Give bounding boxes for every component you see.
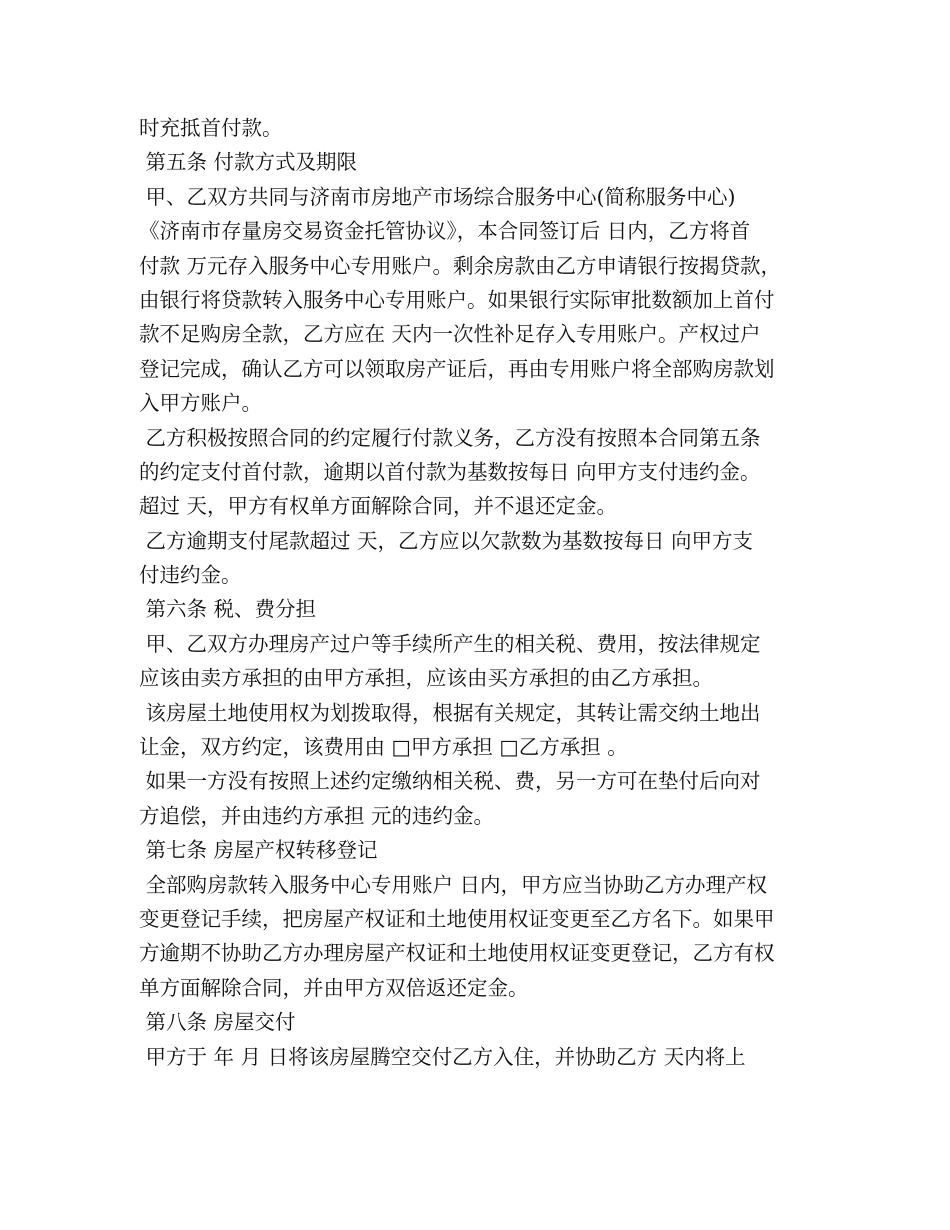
text-line: 单方面解除合同，并由甲方双倍返还定金。 <box>139 975 529 1000</box>
text-line: 应该由卖方承担的由甲方承担，应该由买方承担的由乙方承担。 <box>139 666 713 691</box>
text-line: 超过 天，甲方有权单方面解除合同，并不退还定金。 <box>139 494 618 519</box>
text-line: 付款 万元存入服务中心专用账户。剩余房款由乙方申请银行按揭贷款， <box>139 253 782 278</box>
section-heading-8: 第八条 房屋交付 <box>139 1010 296 1035</box>
text-line: 款不足购房全款，乙方应在 天内一次性补足存入专用账户。产权过户 <box>139 322 761 347</box>
text-line: 全部购房款转入服务中心专用账户 日内，甲方应当协助乙方办理产权 <box>139 872 768 897</box>
text-line: 方逾期不协助乙方办理房屋产权证和土地使用权证变更登记，乙方有权 <box>139 941 775 966</box>
section-heading-5: 第五条 付款方式及期限 <box>139 150 358 175</box>
text-line: 时充抵首付款。 <box>139 116 283 140</box>
section-heading-7: 第七条 房屋产权转移登记 <box>139 838 378 863</box>
text-line: 入甲方账户。 <box>139 391 262 416</box>
text-line: 该房屋土地使用权为划拨取得，根据有关规定，其转让需交纳土地出 <box>139 700 761 725</box>
text-line: 由银行将贷款转入服务中心专用账户。如果银行实际审批数额加上首付 <box>139 287 775 312</box>
text-line: 甲、乙双方办理房产过户等手续所产生的相关税、费用，按法律规定 <box>139 631 761 656</box>
section-heading-6: 第六条 税、费分担 <box>139 597 317 622</box>
text-line-with-checkboxes: 让金，双方约定，该费用由 □甲方承担 □乙方承担 。 <box>139 735 628 760</box>
text-line: 登记完成，确认乙方可以领取房产证后，再由专用账户将全部购房款划 <box>139 356 775 381</box>
text-line: 方追偿，并由违约方承担 元的违约金。 <box>139 803 495 828</box>
text-line: 甲、乙双方共同与济南市房地产市场综合服务中心(简称服务中心) <box>139 184 736 209</box>
text-line: 的约定支付首付款，逾期以首付款为基数按每日 向甲方支付违约金。 <box>139 459 761 484</box>
text-line: 乙方积极按照合同的约定履行付款义务，乙方没有按照本合同第五条 <box>139 425 761 450</box>
text-line: 如果一方没有按照上述约定缴纳相关税、费，另一方可在垫付后向对 <box>139 769 761 794</box>
text-line: 《济南市存量房交易资金托管协议》，本合同签订后 日内，乙方将首 <box>139 219 751 244</box>
contract-text <box>139 111 819 1074</box>
text-line: 变更登记手续，把房屋产权证和土地使用权证变更至乙方名下。如果甲 <box>139 906 775 931</box>
text-line: 付违约金。 <box>139 563 242 588</box>
text-line: 甲方于 年 月 日将该房屋腾空交付乙方入住，并协助乙方 天内将上 <box>139 1044 746 1069</box>
text-line: 乙方逾期支付尾款超过 天，乙方应以欠款数为基数按每日 向甲方支 <box>139 528 754 553</box>
